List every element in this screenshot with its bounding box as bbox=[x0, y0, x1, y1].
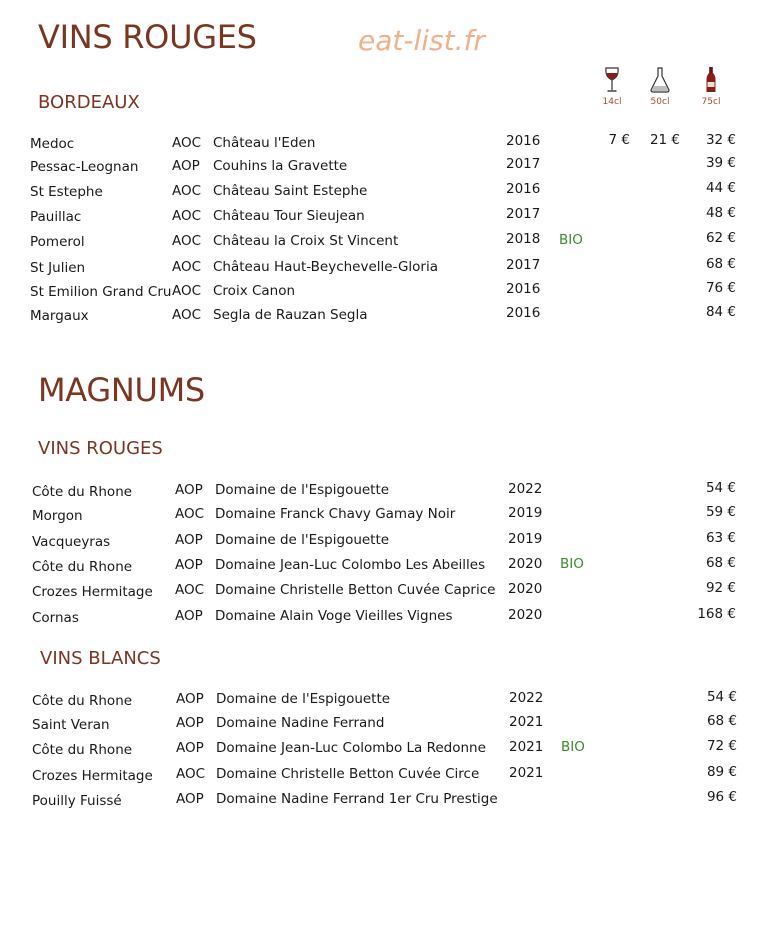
watermark: eat-list.fr bbox=[358, 24, 485, 57]
wine-vintage: 2016 bbox=[506, 305, 541, 321]
price-75cl: 32 € bbox=[705, 132, 736, 148]
wine-appellation: AOP bbox=[175, 532, 203, 548]
wine-name: Domaine de l'Espigouette bbox=[215, 482, 390, 498]
wine-vintage: 2019 bbox=[508, 505, 543, 521]
wine-vintage: 2016 bbox=[506, 133, 541, 149]
price-magnum: 89 € bbox=[706, 764, 737, 780]
wine-region: Morgon bbox=[32, 508, 83, 524]
wine-name: Domaine Jean-Luc Colombo Les Abeilles bbox=[215, 557, 486, 573]
wine-region: Saint Veran bbox=[32, 717, 110, 733]
format-50cl bbox=[640, 66, 680, 107]
wine-name: Domaine Nadine Ferrand 1er Cru Prestige bbox=[216, 791, 498, 807]
wine-appellation: AOC bbox=[175, 506, 205, 522]
wine-name: Château la Croix St Vincent bbox=[213, 233, 399, 249]
wine-vintage: 2021 bbox=[509, 765, 544, 781]
wine-region: Crozes Hermitage bbox=[32, 768, 153, 784]
section-heading-magnum-whites: VINS BLANCS bbox=[40, 648, 161, 669]
wine-region: St Estephe bbox=[30, 184, 103, 200]
wine-region: Côte du Rhone bbox=[32, 484, 133, 500]
price-75cl: 68 € bbox=[705, 256, 736, 272]
price-14cl: 7 € bbox=[608, 132, 630, 148]
price-magnum: 54 € bbox=[705, 480, 736, 496]
wine-name: Domaine de l'Espigouette bbox=[216, 691, 391, 707]
price-75cl: 44 € bbox=[705, 180, 736, 196]
decanter-icon bbox=[649, 66, 671, 94]
format-label: 50cl bbox=[650, 97, 670, 107]
price-magnum: 92 € bbox=[705, 580, 736, 596]
wine-vintage: 2018 bbox=[506, 231, 541, 247]
price-50cl: 21 € bbox=[649, 132, 680, 148]
wine-region: Pouilly Fuissé bbox=[32, 793, 122, 809]
wine-appellation: AOC bbox=[172, 307, 202, 323]
wine-appellation: AOP bbox=[175, 608, 203, 624]
wine-name: Château Haut-Beychevelle-Gloria bbox=[213, 259, 438, 275]
wine-glass-icon bbox=[604, 66, 620, 94]
price-75cl: 76 € bbox=[705, 280, 736, 296]
price-magnum: 72 € bbox=[706, 738, 737, 754]
page-title-reds: VINS ROUGES bbox=[38, 18, 257, 56]
wine-appellation: AOP bbox=[176, 740, 204, 756]
wine-vintage: 2016 bbox=[506, 281, 541, 297]
wine-region: Pomerol bbox=[30, 234, 85, 250]
wine-region: Pessac-Leognan bbox=[30, 159, 139, 175]
wine-vintage: 2021 bbox=[509, 714, 544, 730]
wine-name: Segla de Rauzan Segla bbox=[213, 307, 368, 323]
wine-appellation: AOC bbox=[175, 582, 205, 598]
wine-appellation: AOP bbox=[172, 158, 200, 174]
wine-vintage: 2017 bbox=[506, 257, 541, 273]
wine-region: Medoc bbox=[30, 136, 75, 152]
wine-name: Domaine Christelle Betton Cuvée Circe bbox=[216, 766, 480, 782]
wine-appellation: AOC bbox=[172, 208, 202, 224]
wine-name: Château Tour Sieujean bbox=[213, 208, 365, 224]
wine-appellation: AOC bbox=[176, 766, 206, 782]
wine-region: St Emilion Grand Cru bbox=[30, 284, 172, 300]
wine-name: Couhins la Gravette bbox=[213, 158, 348, 174]
section-heading-bordeaux: BORDEAUX bbox=[38, 92, 140, 113]
format-75cl bbox=[691, 66, 731, 107]
wine-vintage: 2017 bbox=[506, 206, 541, 222]
wine-appellation: AOP bbox=[176, 715, 204, 731]
wine-vintage: 2020 bbox=[508, 581, 543, 597]
price-75cl: 39 € bbox=[705, 155, 736, 171]
wine-name: Château l'Eden bbox=[213, 135, 316, 151]
price-magnum: 59 € bbox=[705, 504, 736, 520]
wine-name: Domaine Alain Voge Vieilles Vignes bbox=[215, 608, 453, 624]
wine-vintage: 2020 bbox=[508, 607, 543, 623]
format-label: 75cl bbox=[701, 97, 721, 107]
wine-name: Domaine Nadine Ferrand bbox=[216, 715, 385, 731]
wine-region: Cornas bbox=[32, 610, 79, 626]
wine-name: Château Saint Estephe bbox=[213, 183, 368, 199]
wine-name: Croix Canon bbox=[213, 283, 296, 299]
wine-region: Crozes Hermitage bbox=[32, 584, 153, 600]
wine-vintage: 2022 bbox=[508, 481, 543, 497]
price-magnum: 68 € bbox=[706, 713, 737, 729]
price-magnum: 54 € bbox=[706, 689, 737, 705]
wine-appellation: AOC bbox=[172, 135, 202, 151]
wine-appellation: AOP bbox=[176, 791, 204, 807]
price-75cl: 62 € bbox=[705, 230, 736, 246]
wine-bottle-icon bbox=[705, 66, 717, 94]
wine-region: Côte du Rhone bbox=[32, 693, 133, 709]
wine-vintage: 2020 bbox=[508, 556, 543, 572]
bio-badge: BIO bbox=[559, 232, 583, 248]
price-magnum: 168 € bbox=[697, 606, 736, 622]
wine-appellation: AOP bbox=[175, 557, 203, 573]
wine-vintage: 2017 bbox=[506, 156, 541, 172]
wine-appellation: AOC bbox=[172, 283, 202, 299]
wine-name: Domaine Jean-Luc Colombo La Redonne bbox=[216, 740, 486, 756]
bio-badge: BIO bbox=[560, 556, 584, 572]
wine-name: Domaine Christelle Betton Cuvée Caprice bbox=[215, 582, 496, 598]
wine-name: Domaine de l'Espigouette bbox=[215, 532, 390, 548]
wine-region: Pauillac bbox=[30, 209, 82, 225]
wine-appellation: AOC bbox=[172, 259, 202, 275]
price-magnum: 96 € bbox=[706, 789, 737, 805]
wine-region: St Julien bbox=[30, 260, 86, 276]
price-75cl: 84 € bbox=[705, 304, 736, 320]
wine-name: Domaine Franck Chavy Gamay Noir bbox=[215, 506, 456, 522]
price-75cl: 48 € bbox=[705, 205, 736, 221]
wine-vintage: 2019 bbox=[508, 531, 543, 547]
wine-appellation: AOP bbox=[176, 691, 204, 707]
wine-appellation: AOC bbox=[172, 183, 202, 199]
wine-vintage: 2016 bbox=[506, 181, 541, 197]
wine-region: Vacqueyras bbox=[32, 534, 111, 550]
format-14cl bbox=[592, 66, 632, 107]
price-magnum: 63 € bbox=[705, 530, 736, 546]
format-label: 14cl bbox=[602, 97, 622, 107]
wine-region: Côte du Rhone bbox=[32, 742, 133, 758]
wine-region: Côte du Rhone bbox=[32, 559, 133, 575]
wine-appellation: AOP bbox=[175, 482, 203, 498]
section-heading-magnum-reds: VINS ROUGES bbox=[38, 438, 163, 459]
bio-badge: BIO bbox=[561, 739, 585, 755]
price-magnum: 68 € bbox=[705, 555, 736, 571]
wine-vintage: 2021 bbox=[509, 739, 544, 755]
wine-vintage: 2022 bbox=[509, 690, 544, 706]
wine-region: Margaux bbox=[30, 308, 89, 324]
page-title-magnums: MAGNUMS bbox=[38, 371, 205, 409]
wine-appellation: AOC bbox=[172, 233, 202, 249]
